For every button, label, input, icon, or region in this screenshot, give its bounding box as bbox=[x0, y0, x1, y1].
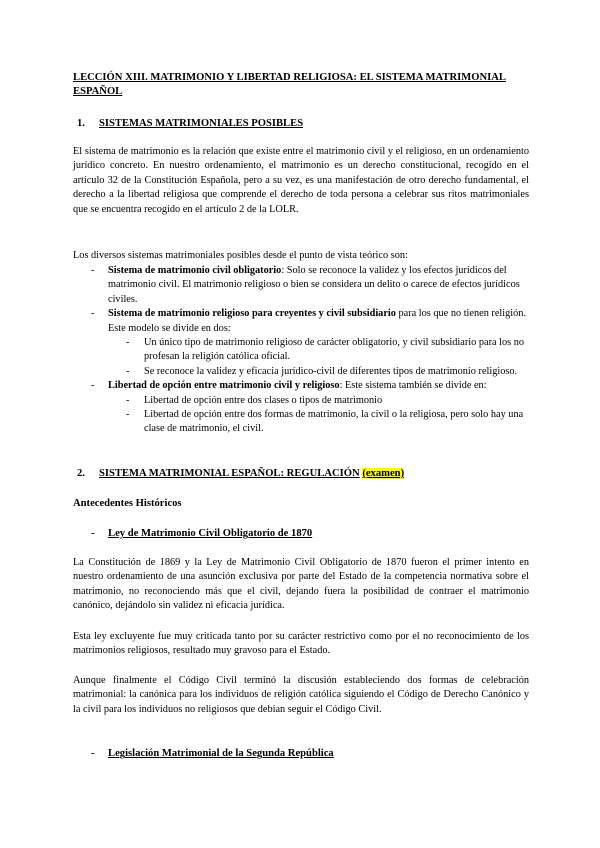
list-bullet: - bbox=[126, 409, 130, 421]
section-1-intro: Los diversos sistemas matrimoniales posibles desde el punto de vista teórico son: bbox=[73, 250, 408, 261]
paragraph: Esta ley excluyente fue muy criticada tanto por su carácter restrictivo como por el no reconocimiento de los matrimonios religiosos, resultado muy gravoso para el Estado. bbox=[73, 631, 529, 657]
systems-list bbox=[73, 264, 529, 437]
list-item-text: : Este sistema también se divide en: bbox=[339, 380, 487, 392]
list-bullet: - bbox=[91, 380, 95, 392]
list-item bbox=[73, 307, 529, 336]
list-item-bold: Libertad de opción entre matrimonio civil y religioso bbox=[108, 380, 340, 392]
section-1-paragraph: El sistema de matrimonio es la relación que existe entre el matrimonio civil y el religioso, en un ordenamiento jurídico concreto. En nuestro ordenamiento, el matrimonio es un derecho constitucional, recogido en el artículo 32 de la Constitución Española, pero a su vez, es una manifestación de otro derecho fundamental, el derecho a la libertad religiosa que comprende el derecho de toda persona a celebrar sus ritos matrimoniales que se encuentra recogido en el artículo 2 de la LOLR. bbox=[73, 146, 529, 215]
list-item-bold: Sistema de matrimonio religioso para creyentes y civil subsidiario bbox=[108, 308, 396, 320]
paragraph: Aunque finalmente el Código Civil terminó la discusión estableciendo dos formas de celebración matrimonial: la canónica para los individuos de religión católica siguiendo el Código de Derecho Canónico y la civil para los individuos no religiosos que debían seguir el Código Civil. bbox=[73, 675, 529, 715]
section-2-number: 2. bbox=[77, 468, 85, 479]
section-2-title: SISTEMA MATRIMONIAL ESPAÑOL: REGULACIÓN bbox=[99, 468, 360, 479]
paragraph: La Constitución de 1869 y la Ley de Matrimonio Civil Obligatorio de 1870 fueron el primer intento en nuestro ordenamiento de una asunción exclusiva por parte del Estado de la competencia normativa sobre el matrimonio, no reconociendo más que el civil, dejando fuera la posibilidad de contraer el matrimonio canónico, dejándolo sin validez ni eficacia jurídica. bbox=[73, 557, 529, 612]
list-bullet: - bbox=[91, 528, 95, 539]
document-title: LECCIÓN XIII. MATRIMONIO Y LIBERTAD RELIGIOSA: EL SISTEMA MATRIMONIAL ESPAÑOL bbox=[73, 72, 506, 98]
list-item bbox=[73, 379, 529, 393]
section-1-number: 1. bbox=[77, 118, 85, 129]
sub-list-item bbox=[73, 408, 529, 437]
section-2-heading bbox=[73, 467, 529, 481]
list-bullet: - bbox=[126, 394, 130, 406]
section-1-heading bbox=[73, 117, 529, 131]
sub-list-item-text: Un único tipo de matrimonio religioso de carácter obligatorio, y civil subsidiario para los no profesan la religión católica oficial. bbox=[144, 337, 525, 363]
sub-list-item-text: Se reconoce la validez y eficacia jurídico-civil de diferentes tipos de matrimonio religioso. bbox=[144, 365, 518, 377]
list-item bbox=[73, 264, 529, 307]
section-1-title: SISTEMAS MATRIMONIALES POSIBLES bbox=[99, 118, 304, 129]
exam-highlight: (examen) bbox=[362, 468, 405, 479]
subheading-text: Ley de Matrimonio Civil Obligatorio de 1870 bbox=[108, 528, 313, 539]
antecedentes-heading: Antecedentes Históricos bbox=[73, 498, 182, 509]
list-bullet: - bbox=[126, 365, 130, 377]
sub-list-item-text: Libertad de opción entre dos formas de matrimonio, la civil o la religiosa, pero solo hay una clase de matrimonio, el civil. bbox=[144, 409, 524, 435]
list-item-text: : Solo se reconoce la validez y los efectos jurídicos del matrimonio civil. El matrimonio religioso o bien se considera un delito o carece de efectos jurídicos civiles. bbox=[108, 265, 520, 305]
sub-list-item bbox=[73, 365, 529, 379]
subheading-text: Legislación Matrimonial de la Segunda República bbox=[108, 748, 334, 760]
list-item-bold: Sistema de matrimonio civil obligatorio bbox=[108, 265, 282, 276]
list-bullet: - bbox=[126, 337, 130, 349]
sub-list-item bbox=[73, 336, 529, 365]
list-bullet: - bbox=[91, 308, 95, 320]
sub-list-item-text: Libertad de opción entre dos clases o tipos de matrimonio bbox=[144, 394, 383, 406]
subheading-ley-1870 bbox=[73, 527, 564, 541]
sub-list-item bbox=[73, 394, 529, 408]
list-item-text: para los que no tienen religión. Este modelo se divide en dos: bbox=[108, 308, 527, 334]
subheading-segunda-republica bbox=[73, 747, 564, 761]
list-bullet: - bbox=[91, 748, 95, 760]
list-bullet: - bbox=[91, 265, 95, 276]
